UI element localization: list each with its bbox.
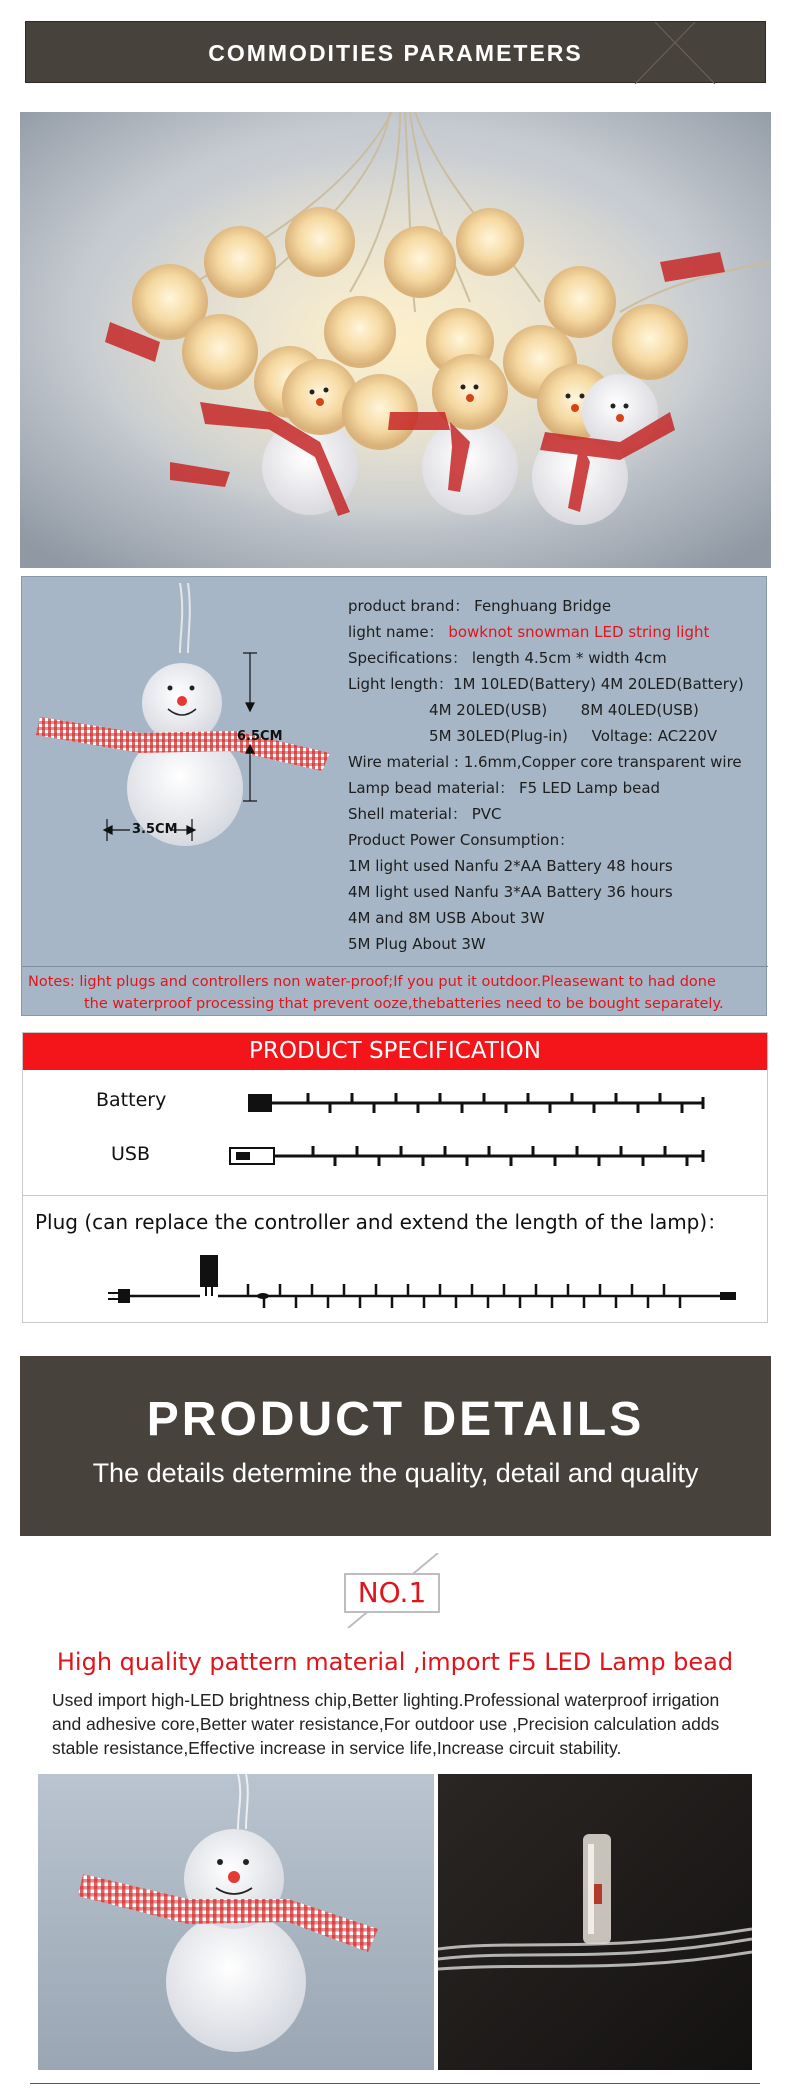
- spec-panel: [21, 576, 767, 1016]
- light-name-value: bowknot snowman LED string light: [448, 623, 710, 641]
- notes-line-1: Notes: light plugs and controllers non water-proof;If you put it outdoor.Pleasewant to had done: [28, 974, 716, 990]
- snowman-closeup-photo: [38, 1774, 434, 2070]
- spec-line: Lamp bead material： F5 LED Lamp bead: [348, 779, 661, 797]
- battery-string-diagram: [248, 1087, 718, 1117]
- height-dimension: 6.5CM: [237, 729, 283, 744]
- width-dimension: 3.5CM: [132, 822, 178, 837]
- feature-number-badge: [340, 1553, 450, 1628]
- spec-line: Light length：1M 10LED(Battery) 4M 20LED(Battery): [348, 675, 744, 693]
- spec-line: 4M and 8M USB About 3W: [348, 909, 545, 927]
- spec-line: Wire material : 1.6mm,Copper core transparent wire: [348, 753, 742, 771]
- spec-lines: [348, 593, 768, 957]
- parameters-title: COMMODITIES PARAMETERS: [208, 40, 583, 66]
- spec-line: Product Power Consumption：: [348, 831, 575, 849]
- feature-number: NO.1: [357, 1576, 427, 1609]
- spec-line: Specifications： length 4.5cm * width 4cm: [348, 649, 667, 667]
- product-details-title: PRODUCT DETAILS: [146, 1393, 645, 1446]
- feature-title: High quality pattern material ,import F5 LED Lamp bead: [56, 1648, 734, 1676]
- spec-line: product brand： Fenghuang Bridge: [348, 597, 612, 615]
- plug-string-diagram: [108, 1251, 748, 1311]
- bottom-divider: [30, 2083, 760, 2084]
- plug-label: Plug (can replace the controller and extend the length of the lamp)：: [35, 1210, 728, 1234]
- waterproof-notes: [22, 966, 768, 1017]
- spec-line: 4M 20LED(USB) 8M 40LED(USB): [348, 701, 699, 719]
- usb-label: USB: [111, 1143, 151, 1165]
- snowman-dimension-photo: [30, 583, 348, 967]
- spec-line: 5M 30LED(Plug-in) Voltage: AC220V: [348, 727, 718, 745]
- wire-led-closeup-photo: [438, 1774, 752, 2070]
- usb-string-diagram: [228, 1140, 718, 1170]
- notes-line-2: the waterproof processing that prevent ooze,thebatteries need to be bought separately.: [84, 996, 724, 1012]
- spec-line: 1M light used Nanfu 2*AA Battery 48 hours: [348, 857, 673, 875]
- section-divider: [23, 1195, 767, 1196]
- product-specification: [22, 1032, 768, 1323]
- parameters-header: [25, 21, 766, 83]
- spec-line: light name： bowknot snowman LED string light: [348, 623, 710, 641]
- product-spec-title: PRODUCT SPECIFICATION: [23, 1033, 767, 1070]
- battery-label: Battery: [96, 1089, 167, 1111]
- product-details-subtitle: The details determine the quality, detail and quality: [92, 1458, 699, 1488]
- product-details-banner: [20, 1356, 771, 1536]
- spec-line: Shell material： PVC: [348, 805, 502, 823]
- hero-photo: [20, 112, 771, 568]
- feature-description: Used import high-LED brightness chip,Better lighting.Professional waterproof irrigation and adhesive core,Better water resistance,For outdoor use ,Precision calculation adds stable resistance,Effective increase in service life,Increase circuit stability.: [52, 1690, 720, 1758]
- spec-line: 5M Plug About 3W: [348, 935, 486, 953]
- spec-line: 4M light used Nanfu 3*AA Battery 36 hours: [348, 883, 673, 901]
